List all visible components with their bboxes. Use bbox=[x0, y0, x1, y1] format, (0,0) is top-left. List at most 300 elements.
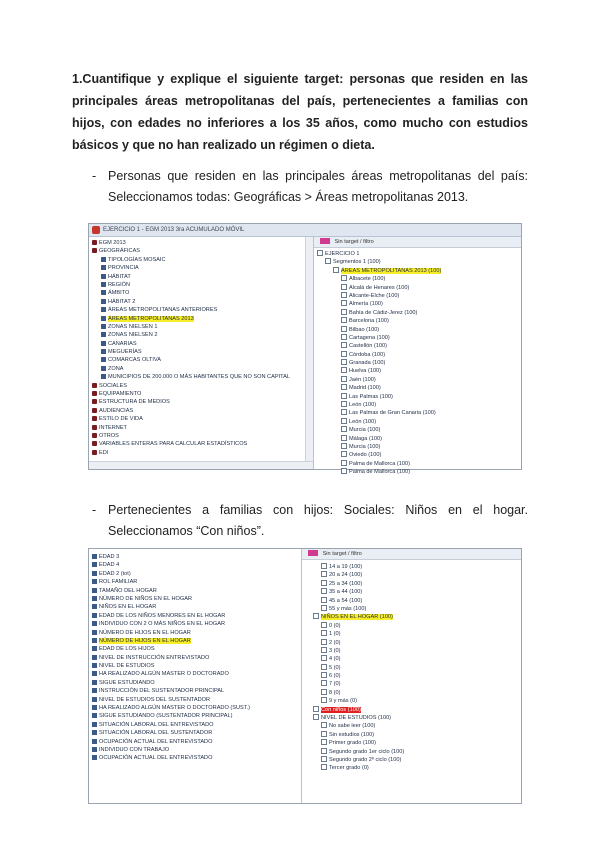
bullet-item-2 bbox=[92, 500, 528, 542]
tree-item[interactable] bbox=[92, 679, 301, 687]
checkbox-icon[interactable] bbox=[321, 748, 327, 754]
tree-item[interactable] bbox=[92, 595, 301, 603]
tree-item[interactable] bbox=[92, 704, 301, 712]
target-tree-item-label: NIÑOS EN EL HOGAR (100) bbox=[321, 614, 393, 621]
target-tree-item-label: Jaén (100) bbox=[349, 376, 376, 383]
checkbox-icon[interactable] bbox=[325, 258, 331, 264]
target-tree-item[interactable] bbox=[305, 639, 521, 647]
checkbox-icon[interactable] bbox=[321, 764, 327, 770]
target-tree-item[interactable] bbox=[317, 284, 521, 292]
variable-icon bbox=[92, 697, 97, 702]
target-tree-item-label: 55 y más (100) bbox=[329, 605, 367, 612]
tree-item[interactable] bbox=[92, 390, 313, 398]
target-tree-item[interactable] bbox=[305, 764, 521, 772]
tree-item[interactable] bbox=[92, 746, 301, 754]
tree-item-label: REGIÓN bbox=[108, 281, 131, 288]
tree-item-label: EDAD DE LOS NIÑOS MENORES EN EL HOGAR bbox=[99, 612, 226, 619]
tree-item[interactable] bbox=[92, 738, 301, 746]
target-tree-item-label: Córdoba (100) bbox=[349, 351, 386, 358]
variable-icon bbox=[101, 357, 106, 362]
variable-icon bbox=[101, 374, 106, 379]
target-tree-item-label: Segmentos 1 (100) bbox=[333, 259, 381, 266]
tree-item[interactable] bbox=[92, 373, 313, 381]
variable-icon bbox=[92, 655, 97, 660]
tree-item-label: OCUPACIÓN ACTUAL DEL ENTREVISTADO bbox=[99, 755, 213, 762]
variable-icon bbox=[101, 290, 106, 295]
target-tree-pane[interactable] bbox=[302, 549, 521, 803]
tree-item-label: ESTILO DE VIDA bbox=[99, 416, 143, 423]
target-tree-item-label: Primer grado (100) bbox=[329, 740, 376, 747]
target-tree-item[interactable] bbox=[317, 317, 521, 325]
variable-icon bbox=[92, 671, 97, 676]
variable-icon bbox=[101, 282, 106, 287]
tree-item-label: NIVEL DE INSTRUCCIÓN ENTREVISTADO bbox=[99, 654, 210, 661]
variables-tree-pane[interactable] bbox=[89, 237, 314, 469]
target-tree-item-label: EJERCICIO 1 bbox=[325, 251, 360, 257]
tree-item-label: ÁREAS METROPOLITANAS ANTERIORES bbox=[108, 307, 218, 314]
target-tree-item[interactable] bbox=[305, 664, 521, 672]
tree-item-label: TIPOLOGÍAS MOSAIC bbox=[108, 256, 166, 263]
target-tree-item-label: Bilbao (100) bbox=[349, 326, 380, 333]
target-tree-item[interactable] bbox=[317, 342, 521, 350]
checkbox-icon[interactable] bbox=[321, 580, 327, 586]
checkbox-icon[interactable] bbox=[321, 647, 327, 653]
target-header-label: Sin target / filtro bbox=[322, 551, 362, 557]
target-tree-item-label: Las Palmas de Gran Canaria (100) bbox=[349, 410, 436, 417]
tree-item-label: EDAD 4 bbox=[99, 562, 120, 569]
variable-icon bbox=[101, 257, 106, 262]
tree-item-label: SITUACIÓN LABORAL DEL ENTREVISTADO bbox=[99, 721, 214, 728]
tree-item-label: OCUPACIÓN ACTUAL DEL ENTREVISTADO bbox=[99, 738, 213, 745]
tree-item[interactable] bbox=[92, 323, 313, 331]
tree-item-label: MEGUERÍAS bbox=[108, 349, 142, 356]
variable-icon bbox=[92, 596, 97, 601]
tree-item-label: CANARIAS bbox=[108, 340, 137, 347]
target-tree-item[interactable] bbox=[305, 655, 521, 663]
checkbox-icon[interactable] bbox=[341, 418, 347, 424]
variable-icon bbox=[92, 554, 97, 559]
checkbox-icon[interactable] bbox=[321, 697, 327, 703]
checkbox-icon[interactable] bbox=[321, 588, 327, 594]
target-tree-item-label: Murcia (100) bbox=[349, 427, 381, 434]
target-header bbox=[302, 549, 521, 560]
checkbox-icon[interactable] bbox=[321, 630, 327, 636]
target-tree-item[interactable] bbox=[317, 359, 521, 367]
tree-item[interactable] bbox=[92, 331, 313, 339]
variables-tree-pane[interactable] bbox=[89, 549, 302, 803]
tree-item-label: ZONA bbox=[108, 365, 124, 372]
target-tree-item[interactable] bbox=[317, 443, 521, 451]
target-tree-item-label: Almería (100) bbox=[349, 301, 383, 308]
target-tree-item[interactable] bbox=[305, 613, 521, 621]
target-tree-item[interactable] bbox=[305, 605, 521, 613]
checkbox-icon[interactable] bbox=[341, 351, 347, 357]
checkbox-icon[interactable] bbox=[341, 292, 347, 298]
tree-item[interactable] bbox=[92, 662, 301, 670]
checkbox-icon[interactable] bbox=[341, 367, 347, 373]
checkbox-icon[interactable] bbox=[321, 563, 327, 569]
checkbox-icon[interactable] bbox=[313, 714, 319, 720]
checkbox-icon[interactable] bbox=[321, 672, 327, 678]
target-tree-item-label: Las Palmas (100) bbox=[349, 393, 393, 400]
variable-icon bbox=[92, 663, 97, 668]
checkbox-icon[interactable] bbox=[341, 376, 347, 382]
target-tree-item-label: Albacete (100) bbox=[349, 276, 386, 283]
folder-icon bbox=[92, 425, 97, 430]
checkbox-icon[interactable] bbox=[321, 722, 327, 728]
target-tree-item[interactable] bbox=[317, 267, 521, 275]
tree-item-label: EDAD 2 (tot) bbox=[99, 570, 131, 577]
target-tree-item-label: 8 (0) bbox=[329, 689, 341, 696]
checkbox-icon[interactable] bbox=[341, 468, 347, 474]
variable-icon bbox=[101, 316, 106, 321]
target-tree-item[interactable] bbox=[305, 739, 521, 747]
checkbox-icon[interactable] bbox=[341, 393, 347, 399]
tree-item[interactable] bbox=[92, 629, 301, 637]
tree-item[interactable] bbox=[92, 315, 313, 323]
tree-item[interactable] bbox=[92, 687, 301, 695]
target-tree-item-label: 35 a 44 (100) bbox=[329, 589, 363, 596]
checkbox-icon[interactable] bbox=[317, 250, 323, 256]
variable-icon bbox=[101, 265, 106, 270]
target-tree-item[interactable] bbox=[317, 367, 521, 375]
tree-item-label: ZONAS NIELSEN 1 bbox=[108, 323, 158, 330]
tree-item[interactable] bbox=[92, 365, 313, 373]
tree-item-label: NIÑOS EN EL HOGAR bbox=[99, 604, 157, 611]
tree-item[interactable] bbox=[92, 603, 301, 611]
target-tree-item-label: León (100) bbox=[349, 402, 377, 409]
tree-item[interactable] bbox=[92, 407, 313, 415]
target-tree-item[interactable] bbox=[305, 672, 521, 680]
target-tree-item[interactable] bbox=[305, 571, 521, 579]
target-tree-item-label: NIVEL DE ESTUDIOS (100) bbox=[321, 715, 392, 722]
bullet-text: Pertenecientes a familias con hijos: Sociales: Niños en el hogar. Seleccionamos “Con niños”. bbox=[108, 503, 528, 538]
target-tree-item[interactable] bbox=[317, 275, 521, 283]
target-tree-item[interactable] bbox=[305, 697, 521, 705]
tree-item[interactable] bbox=[92, 239, 313, 247]
tree-item-label: HA REALIZADO ALGÚN MASTER O DOCTORADO (SUST.) bbox=[99, 705, 250, 712]
target-tree-item[interactable] bbox=[305, 722, 521, 730]
target-tree-item[interactable] bbox=[317, 401, 521, 409]
target-tree-item-label: 14 a 19 (100) bbox=[329, 564, 363, 570]
target-tree-item[interactable] bbox=[317, 384, 521, 392]
tree-item-label: SOCIALES bbox=[99, 382, 127, 389]
tree-item[interactable] bbox=[92, 620, 301, 628]
bullet-item-1 bbox=[92, 166, 528, 208]
tree-item-label: EGM 2013 bbox=[99, 240, 126, 246]
target-tree-item[interactable] bbox=[305, 630, 521, 638]
checkbox-icon[interactable] bbox=[321, 605, 327, 611]
checkbox-icon[interactable] bbox=[321, 597, 327, 603]
checkbox-icon[interactable] bbox=[341, 359, 347, 365]
target-tree-item[interactable] bbox=[317, 435, 521, 443]
tree-item[interactable] bbox=[92, 415, 313, 423]
tree-item[interactable] bbox=[92, 645, 301, 653]
target-tree-item-label: Castellón (100) bbox=[349, 343, 387, 350]
variable-icon bbox=[92, 705, 97, 710]
tree-item-label: EDAD DE LOS HIJOS bbox=[99, 646, 155, 653]
target-tree-item[interactable] bbox=[317, 258, 521, 266]
variable-icon bbox=[92, 588, 97, 593]
tree-item[interactable] bbox=[92, 670, 301, 678]
tree-item-label: HA REALIZADO ALGÚN MASTER O DOCTORADO bbox=[99, 671, 229, 678]
target-tree-item[interactable] bbox=[317, 409, 521, 417]
target-tree-item[interactable] bbox=[305, 689, 521, 697]
target-tree-item[interactable] bbox=[305, 756, 521, 764]
tree-item-label: SIGUE ESTUDIANDO (SUSTENTADOR PRINCIPAL) bbox=[99, 713, 233, 720]
horizontal-scrollbar[interactable] bbox=[89, 461, 313, 469]
target-tree-item-label: 20 a 24 (100) bbox=[329, 572, 363, 579]
checkbox-icon[interactable] bbox=[341, 309, 347, 315]
target-tree-item[interactable] bbox=[305, 647, 521, 655]
checkbox-icon[interactable] bbox=[341, 334, 347, 340]
target-tree-item[interactable] bbox=[317, 250, 521, 258]
window-title: EJERCICIO 1 - EGM 2013 3ra ACUMULADO MÓVIL bbox=[103, 227, 245, 233]
tree-item[interactable] bbox=[92, 356, 313, 364]
tree-item[interactable] bbox=[92, 247, 313, 255]
checkbox-icon[interactable] bbox=[321, 689, 327, 695]
target-tree-item[interactable] bbox=[305, 706, 521, 714]
checkbox-icon[interactable] bbox=[341, 317, 347, 323]
tree-item[interactable] bbox=[92, 578, 301, 586]
target-tree-item-label: Bahía de Cádiz-Jerez (100) bbox=[349, 309, 418, 316]
checkbox-icon[interactable] bbox=[341, 426, 347, 432]
target-tree-item-label: Palma de Mallorca (100) bbox=[349, 469, 410, 476]
checkbox-icon[interactable] bbox=[341, 460, 347, 466]
folder-icon bbox=[92, 416, 97, 421]
checkbox-icon[interactable] bbox=[321, 731, 327, 737]
window-titlebar bbox=[89, 224, 521, 237]
target-tree-item[interactable] bbox=[317, 393, 521, 401]
tree-item-label: SIGUE ESTUDIANDO bbox=[99, 679, 155, 686]
checkbox-icon[interactable] bbox=[333, 267, 339, 273]
target-tree-item[interactable] bbox=[305, 563, 521, 571]
target-header-label: Sin target / filtro bbox=[334, 239, 374, 245]
tree-item-label: ZONAS NIELSEN 2 bbox=[108, 332, 158, 339]
tree-item[interactable] bbox=[92, 432, 313, 440]
checkbox-icon[interactable] bbox=[321, 639, 327, 645]
tree-item-label: MUNICIPIOS DE 200.000 O MÁS HABITANTES QUE NO SON CAPITAL bbox=[108, 374, 290, 381]
variable-icon bbox=[92, 571, 97, 576]
tree-item[interactable] bbox=[92, 561, 301, 569]
variable-icon bbox=[92, 688, 97, 693]
tree-item-label: ÁREAS METROPOLITANAS 2013 bbox=[108, 315, 194, 322]
target-tree-item-label: Segundo grado 1er ciclo (100) bbox=[329, 748, 405, 755]
tree-item-label: COMARCAS OLTIVA bbox=[108, 357, 161, 364]
tree-item[interactable] bbox=[92, 298, 313, 306]
target-tree-item[interactable] bbox=[305, 748, 521, 756]
checkbox-icon[interactable] bbox=[341, 451, 347, 457]
scrollbar[interactable] bbox=[305, 237, 313, 469]
tree-item[interactable] bbox=[92, 637, 301, 645]
checkbox-icon[interactable] bbox=[341, 435, 347, 441]
variable-icon bbox=[92, 630, 97, 635]
variable-icon bbox=[101, 299, 106, 304]
target-tree-item[interactable] bbox=[305, 680, 521, 688]
target-tree-item-label: 7 (0) bbox=[329, 681, 341, 688]
tree-item[interactable] bbox=[92, 382, 313, 390]
bullet-text: Personas que residen en las principales áreas metropolitanas del país: Seleccionamos todas: Geográficas > Áreas metropolitanas 2013. bbox=[108, 169, 528, 204]
checkbox-icon[interactable] bbox=[321, 571, 327, 577]
tree-item[interactable] bbox=[92, 281, 313, 289]
checkbox-icon[interactable] bbox=[341, 443, 347, 449]
target-tree-item-label: Cartagena (100) bbox=[349, 334, 390, 341]
tree-item-label: VARIABLES ENTERAS PARA CALCULAR ESTADÍSTICOS bbox=[99, 441, 248, 448]
variable-icon bbox=[92, 613, 97, 618]
tree-item-label: PROVINCIA bbox=[108, 265, 139, 272]
checkbox-icon[interactable] bbox=[321, 664, 327, 670]
checkbox-icon[interactable] bbox=[341, 275, 347, 281]
target-tree-item-label: Segundo grado 2º ciclo (100) bbox=[329, 756, 402, 763]
target-tree-item-label: Huelva (100) bbox=[349, 368, 382, 375]
tree-item[interactable] bbox=[92, 754, 301, 762]
checkbox-icon[interactable] bbox=[341, 326, 347, 332]
target-tree-item-label: 45 a 54 (100) bbox=[329, 597, 363, 604]
target-tree-item[interactable] bbox=[317, 468, 521, 476]
checkbox-icon[interactable] bbox=[341, 401, 347, 407]
target-tree-item[interactable] bbox=[317, 460, 521, 468]
screenshot-geograficas bbox=[88, 223, 522, 476]
checkbox-icon[interactable] bbox=[341, 342, 347, 348]
tree-item[interactable] bbox=[92, 340, 313, 348]
tree-item-label: NÚMERO DE HIJOS EN EL HOGAR bbox=[99, 637, 191, 644]
tree-item-label: NIVEL DE ESTUDIOS bbox=[99, 663, 155, 670]
target-tree-item-label: Palma de Mallorca (100) bbox=[349, 460, 410, 467]
tree-item-label: EQUIPAMIENTO bbox=[99, 391, 142, 398]
tree-item[interactable] bbox=[92, 570, 301, 578]
target-tree-item-label: Oviedo (100) bbox=[349, 452, 382, 459]
target-tree-item-label: Barcelona (100) bbox=[349, 318, 389, 325]
tree-item-label: INTERNET bbox=[99, 424, 127, 431]
folder-icon bbox=[92, 383, 97, 388]
variable-icon bbox=[101, 341, 106, 346]
target-tree-item-label: 6 (0) bbox=[329, 673, 341, 680]
target-tree-item[interactable] bbox=[317, 334, 521, 342]
variable-icon bbox=[92, 621, 97, 626]
checkbox-icon[interactable] bbox=[341, 300, 347, 306]
variable-icon bbox=[92, 680, 97, 685]
tree-item[interactable] bbox=[92, 264, 313, 272]
folder-icon bbox=[92, 408, 97, 413]
variable-icon bbox=[101, 366, 106, 371]
tree-item[interactable] bbox=[92, 449, 313, 457]
tree-item-label: HÁBITAT 2 bbox=[108, 298, 136, 305]
target-tree-item[interactable] bbox=[305, 622, 521, 630]
tree-item[interactable] bbox=[92, 398, 313, 406]
target-tree-item-label: Sin estudios (100) bbox=[329, 731, 375, 738]
tree-item-label: INDIVIDUO CON TRABAJO bbox=[99, 746, 170, 753]
checkbox-icon[interactable] bbox=[321, 622, 327, 628]
target-tree-item[interactable] bbox=[305, 580, 521, 588]
tree-item-label: GEOGRÁFICAS bbox=[99, 248, 141, 255]
target-tree-item[interactable] bbox=[305, 588, 521, 596]
target-tree-item[interactable] bbox=[305, 731, 521, 739]
variable-icon bbox=[92, 739, 97, 744]
target-tree-item[interactable] bbox=[317, 418, 521, 426]
tree-item[interactable] bbox=[92, 587, 301, 595]
variable-icon bbox=[101, 307, 106, 312]
tree-item[interactable] bbox=[92, 696, 301, 704]
tree-item-label: SITUACIÓN LABORAL DEL SUSTENTADOR bbox=[99, 730, 213, 737]
bullet-dash: - bbox=[92, 169, 97, 183]
target-tree-item-label: León (100) bbox=[349, 418, 377, 425]
tree-item[interactable] bbox=[92, 348, 313, 356]
target-tree-item[interactable] bbox=[317, 326, 521, 334]
folder-icon bbox=[92, 240, 97, 245]
target-tree-item[interactable] bbox=[317, 351, 521, 359]
tree-item-label: AUDIENCIAS bbox=[99, 407, 134, 414]
tree-item-label: NÚMERO DE NIÑOS EN EL HOGAR bbox=[99, 595, 193, 602]
target-tree-item-label: Madrid (100) bbox=[349, 385, 381, 392]
tree-item[interactable] bbox=[92, 654, 301, 662]
tree-item[interactable] bbox=[92, 256, 313, 264]
tree-item[interactable] bbox=[92, 729, 301, 737]
tree-item[interactable] bbox=[92, 424, 313, 432]
target-header bbox=[314, 237, 521, 248]
target-tree-item-label: ÁREAS METROPOLITANAS 2013 (100) bbox=[341, 267, 442, 274]
tree-item-label: NIVEL DE ESTUDIOS DEL SUSTENTADOR bbox=[99, 696, 211, 703]
target-tree-item-label: Granada (100) bbox=[349, 360, 386, 367]
variable-icon bbox=[92, 730, 97, 735]
target-tree-item-label: Alicante-Elche (100) bbox=[349, 292, 400, 299]
tree-item[interactable] bbox=[92, 440, 313, 448]
target-tree-item-label: Alcalá de Henares (100) bbox=[349, 284, 410, 291]
tree-item-label: ROL FAMILIAR bbox=[99, 579, 138, 586]
target-tree-pane[interactable] bbox=[314, 237, 521, 476]
checkbox-icon[interactable] bbox=[313, 706, 319, 712]
tree-item[interactable] bbox=[92, 553, 301, 561]
target-tree-item[interactable] bbox=[317, 376, 521, 384]
folder-icon bbox=[92, 248, 97, 253]
variable-icon bbox=[92, 722, 97, 727]
target-tree-item-label: Con niños (100) bbox=[321, 706, 361, 713]
checkbox-icon[interactable] bbox=[341, 384, 347, 390]
checkbox-icon[interactable] bbox=[341, 409, 347, 415]
tree-item[interactable] bbox=[92, 612, 301, 620]
checkbox-icon[interactable] bbox=[321, 655, 327, 661]
checkbox-icon[interactable] bbox=[341, 284, 347, 290]
tree-item[interactable] bbox=[92, 712, 301, 720]
target-tree-item-label: Murcia (100) bbox=[349, 443, 381, 450]
tree-item-label: NÚMERO DE HIJOS EN EL HOGAR bbox=[99, 629, 191, 636]
target-tree-item[interactable] bbox=[305, 597, 521, 605]
checkbox-icon[interactable] bbox=[321, 739, 327, 745]
folder-icon bbox=[92, 441, 97, 446]
tree-item-label: INSTRUCCIÓN DEL SUSTENTADOR PRINCIPAL bbox=[99, 688, 225, 695]
target-tree-item-label: 2 (0) bbox=[329, 639, 341, 646]
tree-item[interactable] bbox=[92, 306, 313, 314]
folder-icon bbox=[92, 391, 97, 396]
target-tree-item[interactable] bbox=[317, 300, 521, 308]
tree-item-label: HÁBITAT bbox=[108, 273, 131, 280]
target-tree-item-label: 4 (0) bbox=[329, 656, 341, 663]
variable-icon bbox=[92, 646, 97, 651]
tree-item[interactable] bbox=[92, 721, 301, 729]
checkbox-icon[interactable] bbox=[313, 613, 319, 619]
target-tree-item[interactable] bbox=[305, 714, 521, 722]
target-tree-item[interactable] bbox=[317, 309, 521, 317]
target-tree-item-label: Tercer grado (0) bbox=[329, 765, 369, 772]
tree-item[interactable] bbox=[92, 289, 313, 297]
tree-item[interactable] bbox=[92, 273, 313, 281]
tree-item-label: ESTRUCTURA DE MEDIOS bbox=[99, 399, 170, 406]
target-tree-item[interactable] bbox=[317, 292, 521, 300]
checkbox-icon[interactable] bbox=[321, 680, 327, 686]
checkbox-icon[interactable] bbox=[321, 756, 327, 762]
target-tree-item[interactable] bbox=[317, 451, 521, 459]
folder-icon bbox=[92, 450, 97, 455]
target-tree-item[interactable] bbox=[317, 426, 521, 434]
